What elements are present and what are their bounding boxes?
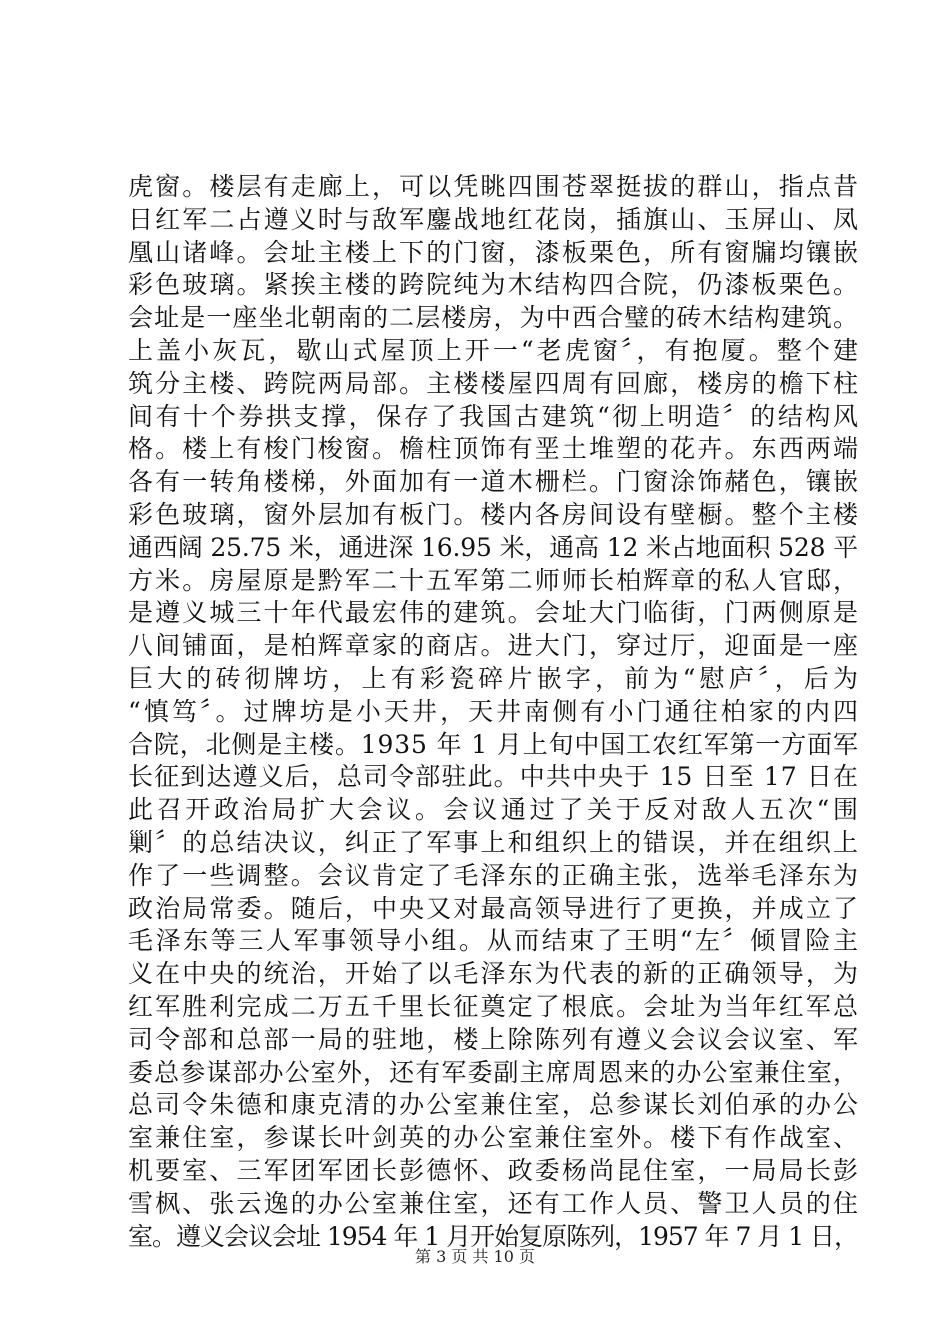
text-line: 机要室、三军团军团长彭德怀、政委杨尚昆住室，一局局长彭	[128, 1155, 861, 1185]
text-line: 虎窗。楼层有走廊上，可以凭眺四围苍翠挺拔的群山，指点昔	[128, 172, 861, 201]
text-line: 义在中央的统治，开始了以毛泽东为代表的新的正确领导，为	[128, 959, 861, 989]
text-line: 室。遵义会议会址 1954 年 1 月开始复原陈列，1957 年 7 月 1 日，	[128, 1221, 858, 1251]
text-line: 雪枫、张云逸的办公室兼住室，还有工作人员、警卫人员的住	[128, 1188, 861, 1218]
text-line: 合院，北侧是主楼。1935 年 1 月上旬中国工农红军第一方面军	[128, 729, 859, 759]
text-line: 日红军二占遵义时与敌军鏖战地红花岗，插旗山、玉屏山、凤	[128, 204, 861, 234]
text-line: 彩色玻璃。紧挨主楼的跨院纯为木结构四合院，仍漆板栗色。	[128, 270, 861, 300]
text-line: 各有一转角楼梯，外面加有一道木栅栏。门窗涂饰赭色，镶嵌	[128, 467, 861, 497]
text-line: 毛泽东等三人军事领导小组。从而结束了王明“左〞倾冒险主	[128, 926, 861, 956]
page-number-label: 第 3 页 共 10 页	[415, 1247, 535, 1266]
text-line: 凰山诸峰。会址主楼上下的门窗，漆板栗色，所有窗牖均镶嵌	[128, 237, 861, 267]
text-line: 室兼住室，参谋长叶剑英的办公室兼住室外。楼下有作战室、	[128, 1123, 861, 1153]
text-line: 长征到达遵义后，总司令部驻此。中共中央于 15 日至 17 日在	[128, 762, 860, 792]
text-line: 剿〞的总结决议，纠正了军事上和组织上的错误，并在组织上	[128, 827, 861, 857]
text-line: 此召开政治局扩大会议。会议通过了关于反对敌人五次“围	[128, 795, 862, 825]
text-line: 司令部和总部一局的驻地，楼上除陈列有遵义会议会议室、军	[128, 1024, 861, 1054]
text-line: 总司令朱德和康克清的办公室兼住室，总参谋长刘伯承的办公	[128, 1090, 861, 1120]
text-line: 委总参谋部办公室外，还有军委副主席周恩来的办公室兼住室，	[128, 1057, 860, 1087]
text-line: 政治局常委。随后，中央又对最高领导进行了更换，并成立了	[128, 893, 861, 923]
text-line: 彩色玻璃，窗外层加有板门。楼内各房间设有壁橱。整个主楼	[128, 499, 861, 529]
text-line: 上盖小灰瓦，歇山式屋顶上开一“老虎窗〞，有抱厦。整个建	[128, 335, 862, 365]
text-line: 八间铺面，是柏辉章家的商店。进大门，穿过厅，迎面是一座	[128, 631, 861, 661]
text-line: “慎笃〞。过牌坊是小天井，天井南侧有小门通往柏家的内四	[128, 696, 862, 726]
text-line: 通西阔 25.75 米，通进深 16.95 米，通高 12 米占地面积 528 平	[128, 532, 858, 562]
text-line: 是遵义城三十年代最宏伟的建筑。会址大门临街，门两侧原是	[128, 598, 861, 628]
text-line: 间有十个券拱支撑，保存了我国古建筑“彻上明造〞的结构风	[128, 401, 861, 431]
text-line: 作了一些调整。会议肯定了毛泽东的正确主张，选举毛泽东为	[128, 860, 861, 890]
text-line: 筑分主楼、跨院两局部。主楼楼屋四周有回廊，楼房的檐下柱	[128, 368, 861, 398]
page-footer	[0, 1244, 950, 1267]
text-line: 方米。房屋原是黔军二十五军第二师师长柏辉章的私人官邸，	[128, 565, 861, 595]
text-line: 红军胜利完成二万五千里长征奠定了根底。会址为当年红军总	[128, 991, 861, 1021]
text-line: 格。楼上有梭门梭窗。檐柱顶饰有垩土堆塑的花卉。东西两端	[128, 434, 861, 464]
text-line: 会址是一座坐北朝南的二层楼房，为中西合璧的砖木结构建筑。	[128, 303, 860, 333]
body-text	[128, 171, 863, 1253]
text-line: 巨大的砖彻牌坊，上有彩瓷碎片嵌字，前为“慰庐〞，后为	[128, 663, 863, 693]
